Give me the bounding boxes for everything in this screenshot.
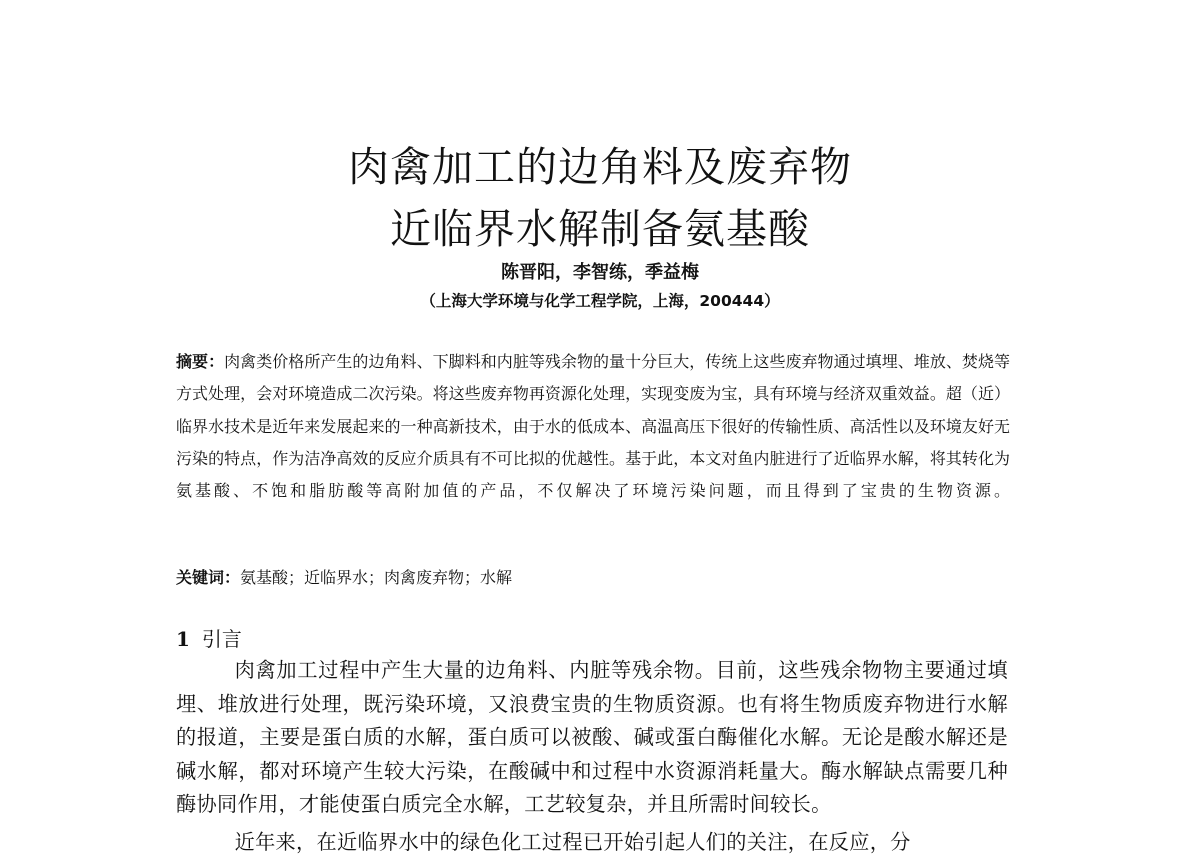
section-title: 引言 (201, 627, 242, 651)
keywords-text: 氨基酸；近临界水；肉禽废弃物；水解 (240, 568, 513, 587)
next-paragraph: 近年来，在近临界水中的绿色化工过程已开始引起人们的关注，在反应，分 (234, 830, 911, 854)
title-line-2: 近临界水解制备氨基酸 (390, 205, 810, 253)
body-text (176, 654, 1008, 854)
abstract (176, 346, 1010, 507)
abstract-label: 摘要： (176, 352, 225, 371)
affiliation: （上海大学环境与化学工程学院，上海，200444） (420, 292, 780, 310)
authors: 陈晋阳，李智练，季益梅 (501, 262, 699, 283)
title-line-1: 肉禽加工的边角料及废弃物 (348, 143, 852, 191)
keywords (176, 562, 1010, 594)
abstract-text: 肉禽类价格所产生的边角料、下脚料和内脏等残余物的量十分巨大，传统上这些废弃物通过填埋、堆放、焚烧等方式处理，会对环境造成二次污染。将这些废弃物再资源化处理，实现变废为宝，具有环境与经济双重效益。超（近）临界水技术是近年来发展起来的一种高新技术，由于水的低成本、高温高压下很好的传输性质、高活性以及环境友好无污染的特点，作为洁净高效的反应介质具有不可比拟的优越性。基于此，本文对鱼内脏进行了近临界水解，将其转化为氨基酸、不饱和脂肪酸等高附加值的产品，不仅解决了环境污染问题，而且得到了宝贵的生物资源。 (176, 352, 1010, 501)
intro-paragraph: 肉禽加工过程中产生大量的边角料、内脏等残余物。目前，这些残余物物主要通过填埋、堆放进行处理，既污染环境，又浪费宝贵的生物质资源。也有将生物质废弃物进行水解的报道，主要是蛋白质的水解，蛋白质可以被酸、碱或蛋白酶催化水解。无论是酸水解还是碱水解，都对环境产生较大污染，在酸碱中和过程中水资源消耗量大。酶水解缺点需要几种酶协同作用，才能使蛋白质完全水解，工艺较复杂，并且所需时间较长。 (176, 658, 1008, 816)
section-number: 1 (176, 627, 190, 651)
keywords-label: 关键词： (176, 568, 241, 587)
section-heading (176, 623, 242, 655)
